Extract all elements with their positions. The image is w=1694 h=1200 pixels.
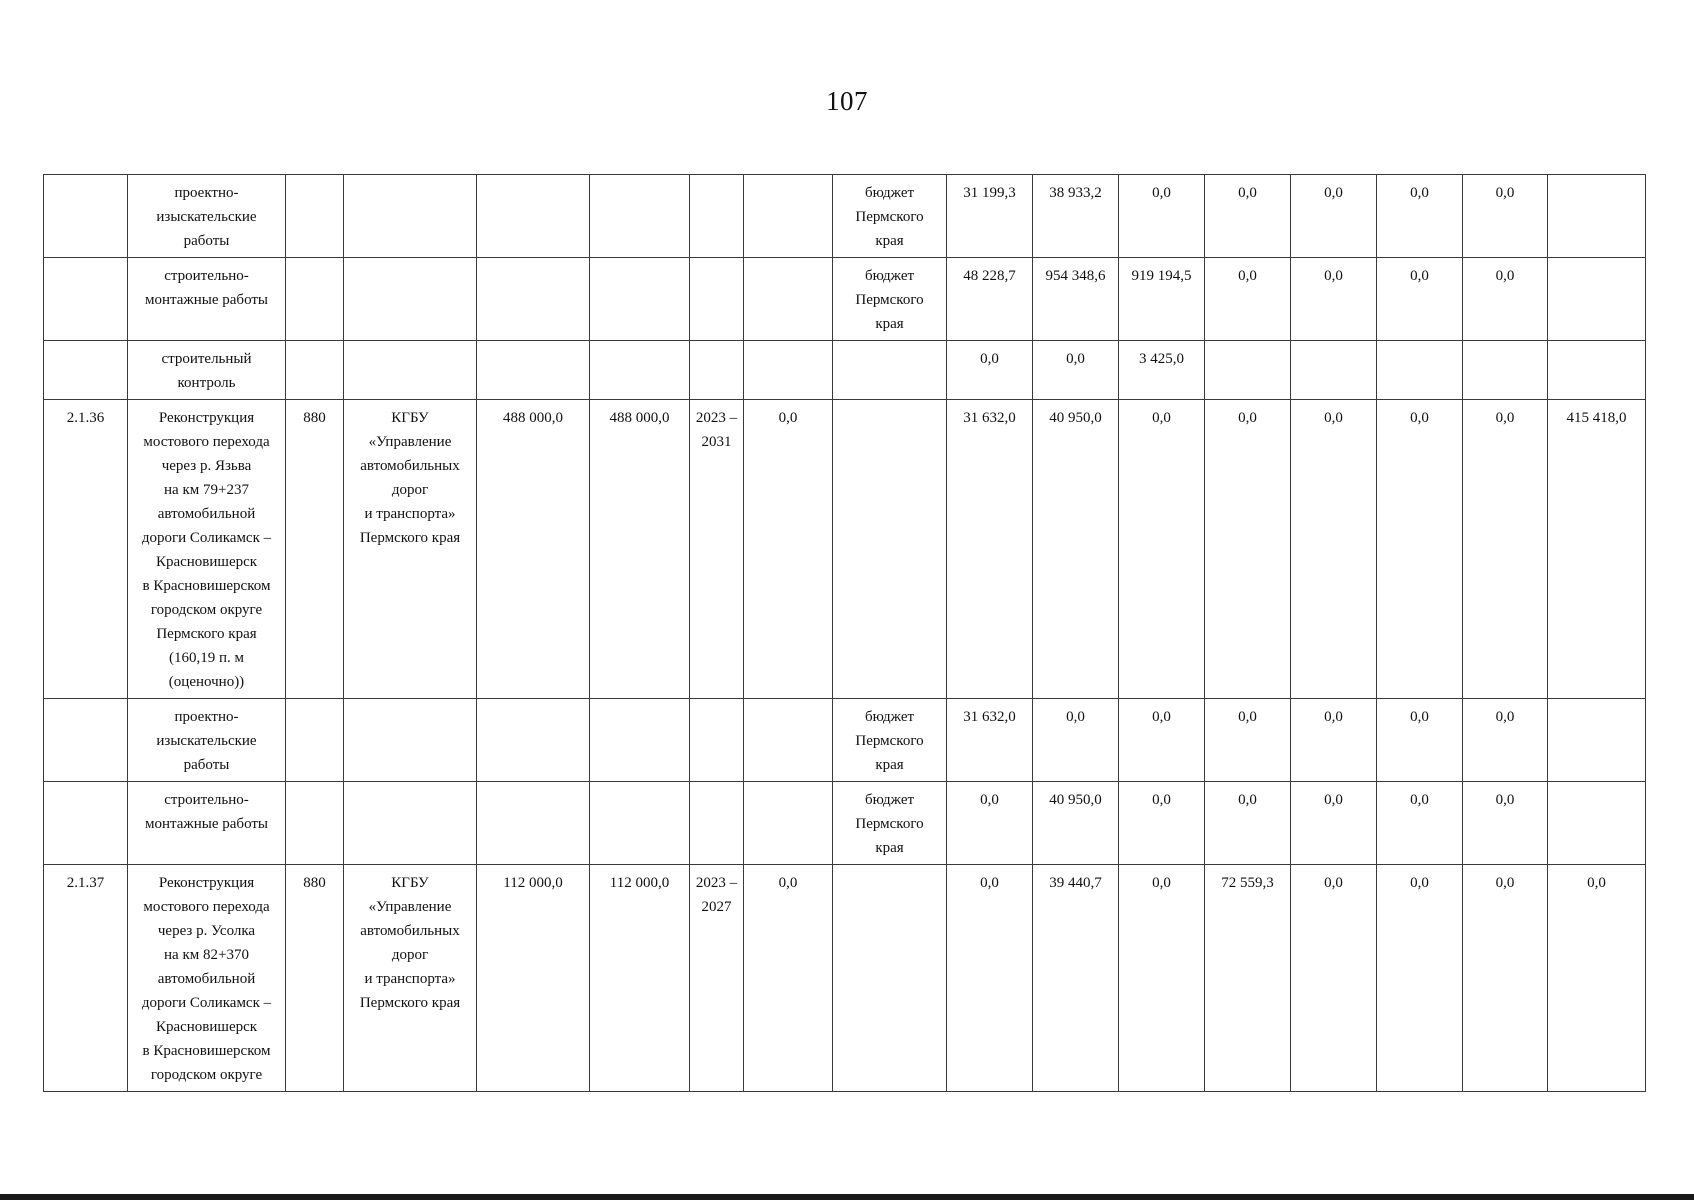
year-6-cell: 0,0	[1377, 865, 1463, 1092]
executor-cell	[344, 258, 477, 341]
year-2-cell: 40 950,0	[1033, 782, 1119, 865]
year-7-cell: 0,0	[1463, 175, 1548, 258]
prior-funding-cell: 0,0	[744, 400, 833, 699]
table-row-main	[44, 400, 1646, 699]
estimated-cost-cell	[477, 699, 590, 782]
total-cost-cell	[590, 782, 690, 865]
remainder-cell	[1548, 699, 1646, 782]
scan-bottom-border	[0, 1194, 1694, 1200]
remainder-cell	[1548, 175, 1646, 258]
total-cost-cell	[590, 341, 690, 400]
year-1-cell: 31 199,3	[947, 175, 1033, 258]
period-cell	[690, 175, 744, 258]
year-5-cell: 0,0	[1291, 258, 1377, 341]
remainder-cell	[1548, 258, 1646, 341]
year-4-cell: 72 559,3	[1205, 865, 1291, 1092]
year-5-cell: 0,0	[1291, 175, 1377, 258]
estimated-cost-cell	[477, 782, 590, 865]
period-cell	[690, 699, 744, 782]
table-row-main	[44, 865, 1646, 1092]
estimated-cost-cell	[477, 341, 590, 400]
year-3-cell: 919 194,5	[1119, 258, 1205, 341]
year-2-cell: 40 950,0	[1033, 400, 1119, 699]
period-cell: 2023 – 2031	[690, 400, 744, 699]
year-4-cell: 0,0	[1205, 400, 1291, 699]
funding-source-cell: бюджет Пермского края	[833, 258, 947, 341]
year-5-cell: 0,0	[1291, 699, 1377, 782]
funding-source-cell	[833, 400, 947, 699]
year-3-cell: 0,0	[1119, 699, 1205, 782]
executor-cell: КГБУ «Управление автомобильных дорог и транспорта» Пермского края	[344, 400, 477, 699]
total-cost-cell	[590, 175, 690, 258]
funding-source-cell: бюджет Пермского края	[833, 782, 947, 865]
total-cost-cell: 112 000,0	[590, 865, 690, 1092]
item-name-cell: Реконструкция мостового перехода через р. Усолка на км 82+370 автомобильной дороги Соликамск – Красновишерск в Красновишерском городском округе	[128, 865, 286, 1092]
estimated-cost-cell	[477, 175, 590, 258]
executor-cell: КГБУ «Управление автомобильных дорог и транспорта» Пермского края	[344, 865, 477, 1092]
funding-source-cell	[833, 865, 947, 1092]
year-2-cell: 0,0	[1033, 699, 1119, 782]
year-1-cell: 0,0	[947, 865, 1033, 1092]
year-6-cell: 0,0	[1377, 258, 1463, 341]
table-row-sub	[44, 258, 1646, 341]
item-number-cell: 2.1.36	[44, 400, 128, 699]
page-number: 107	[826, 86, 868, 116]
year-3-cell: 0,0	[1119, 400, 1205, 699]
year-6-cell: 0,0	[1377, 175, 1463, 258]
year-6-cell: 0,0	[1377, 782, 1463, 865]
year-1-cell: 31 632,0	[947, 699, 1033, 782]
budget-table	[43, 174, 1646, 1092]
funding-source-cell	[833, 341, 947, 400]
total-cost-cell	[590, 699, 690, 782]
item-number-cell	[44, 175, 128, 258]
year-3-cell: 0,0	[1119, 782, 1205, 865]
year-1-cell: 0,0	[947, 782, 1033, 865]
year-5-cell: 0,0	[1291, 400, 1377, 699]
period-cell	[690, 782, 744, 865]
executor-cell	[344, 175, 477, 258]
year-3-cell: 0,0	[1119, 175, 1205, 258]
year-7-cell	[1463, 341, 1548, 400]
year-6-cell	[1377, 341, 1463, 400]
item-number-cell	[44, 699, 128, 782]
code-cell	[286, 782, 344, 865]
item-number-cell	[44, 782, 128, 865]
year-6-cell: 0,0	[1377, 400, 1463, 699]
period-cell	[690, 341, 744, 400]
year-4-cell: 0,0	[1205, 258, 1291, 341]
code-cell	[286, 175, 344, 258]
item-name-cell: Реконструкция мостового перехода через р. Язьва на км 79+237 автомобильной дороги Соликамск – Красновишерск в Красновишерском городском округе Пермского края (160,19 п. м (оценочно))	[128, 400, 286, 699]
executor-cell	[344, 699, 477, 782]
remainder-cell	[1548, 782, 1646, 865]
year-5-cell: 0,0	[1291, 865, 1377, 1092]
table-row-sub	[44, 341, 1646, 400]
prior-funding-cell	[744, 175, 833, 258]
year-5-cell	[1291, 341, 1377, 400]
table-row-sub	[44, 175, 1646, 258]
item-name-cell: проектно- изыскательские работы	[128, 699, 286, 782]
prior-funding-cell	[744, 258, 833, 341]
table-row-sub	[44, 782, 1646, 865]
year-7-cell: 0,0	[1463, 699, 1548, 782]
table-row-sub	[44, 699, 1646, 782]
table-body	[44, 175, 1646, 1092]
prior-funding-cell	[744, 782, 833, 865]
total-cost-cell: 488 000,0	[590, 400, 690, 699]
year-4-cell: 0,0	[1205, 699, 1291, 782]
year-1-cell: 31 632,0	[947, 400, 1033, 699]
funding-source-cell: бюджет Пермского края	[833, 175, 947, 258]
prior-funding-cell	[744, 341, 833, 400]
code-cell: 880	[286, 400, 344, 699]
executor-cell	[344, 341, 477, 400]
estimated-cost-cell: 488 000,0	[477, 400, 590, 699]
year-2-cell: 0,0	[1033, 341, 1119, 400]
year-1-cell: 48 228,7	[947, 258, 1033, 341]
remainder-cell	[1548, 341, 1646, 400]
year-7-cell: 0,0	[1463, 258, 1548, 341]
year-2-cell: 39 440,7	[1033, 865, 1119, 1092]
item-name-cell: строительный контроль	[128, 341, 286, 400]
code-cell	[286, 258, 344, 341]
year-7-cell: 0,0	[1463, 865, 1548, 1092]
year-2-cell: 954 348,6	[1033, 258, 1119, 341]
item-name-cell: проектно- изыскательские работы	[128, 175, 286, 258]
prior-funding-cell	[744, 699, 833, 782]
item-name-cell: строительно- монтажные работы	[128, 258, 286, 341]
year-3-cell: 3 425,0	[1119, 341, 1205, 400]
estimated-cost-cell: 112 000,0	[477, 865, 590, 1092]
year-5-cell: 0,0	[1291, 782, 1377, 865]
year-2-cell: 38 933,2	[1033, 175, 1119, 258]
year-7-cell: 0,0	[1463, 782, 1548, 865]
period-cell	[690, 258, 744, 341]
year-4-cell: 0,0	[1205, 782, 1291, 865]
year-6-cell: 0,0	[1377, 699, 1463, 782]
funding-source-cell: бюджет Пермского края	[833, 699, 947, 782]
prior-funding-cell: 0,0	[744, 865, 833, 1092]
estimated-cost-cell	[477, 258, 590, 341]
item-number-cell	[44, 341, 128, 400]
item-number-cell	[44, 258, 128, 341]
code-cell	[286, 341, 344, 400]
year-7-cell: 0,0	[1463, 400, 1548, 699]
code-cell	[286, 699, 344, 782]
period-cell: 2023 – 2027	[690, 865, 744, 1092]
year-3-cell: 0,0	[1119, 865, 1205, 1092]
remainder-cell: 0,0	[1548, 865, 1646, 1092]
total-cost-cell	[590, 258, 690, 341]
item-name-cell: строительно- монтажные работы	[128, 782, 286, 865]
remainder-cell: 415 418,0	[1548, 400, 1646, 699]
year-4-cell: 0,0	[1205, 175, 1291, 258]
item-number-cell: 2.1.37	[44, 865, 128, 1092]
year-4-cell	[1205, 341, 1291, 400]
executor-cell	[344, 782, 477, 865]
year-1-cell: 0,0	[947, 341, 1033, 400]
code-cell: 880	[286, 865, 344, 1092]
